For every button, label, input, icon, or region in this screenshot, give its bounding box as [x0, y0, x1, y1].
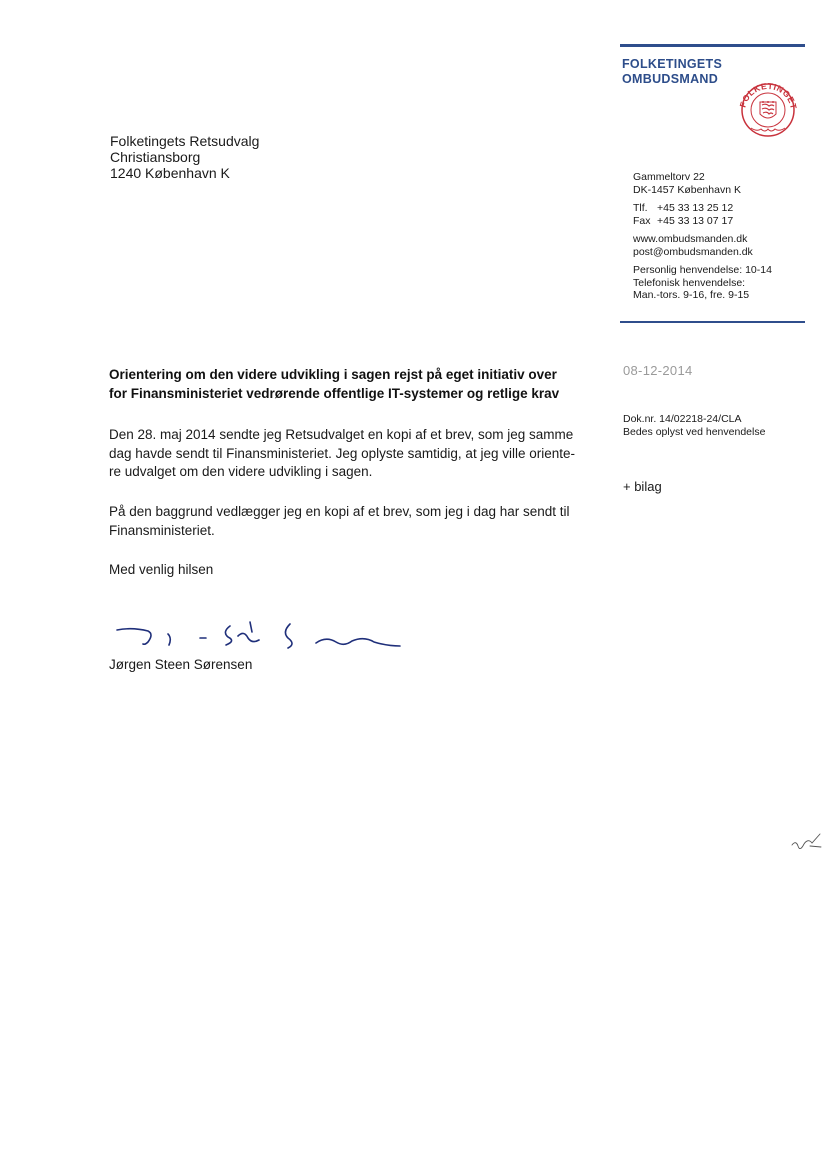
recipient-line: Christiansborg: [110, 149, 201, 165]
handwritten-initials: [790, 830, 822, 856]
header-top-rule: [620, 44, 805, 47]
phone-hours: Man.-tors. 9-16, fre. 9-15: [633, 289, 750, 301]
attachment-note: + bilag: [623, 479, 662, 494]
subject-line: Orientering om den videre udvikling i sagen rejst på eget initiativ over: [109, 367, 557, 382]
body-paragraph-1: [109, 426, 609, 482]
office-hours: Personlig henvendelse: 10-14: [633, 264, 772, 276]
paragraph-line: På den baggrund vedlægger jeg en kopi af et brev, som jeg i dag har sendt til: [109, 504, 570, 519]
header-bottom-rule: [620, 321, 805, 323]
letter-date: 08-12-2014: [623, 363, 693, 378]
email: post@ombudsmanden.dk: [633, 245, 753, 258]
letter-subject: [109, 366, 609, 403]
phone-number: +45 33 13 25 12: [657, 202, 734, 214]
phone-hours-label: Telefonisk henvendelse:: [633, 276, 746, 289]
paragraph-line: Den 28. maj 2014 sendte jeg Retsudvalget en kopi af et brev, som jeg samme: [109, 427, 574, 442]
recipient-address: [110, 133, 259, 181]
seal-text: FOLKETINGET: [737, 80, 799, 111]
document-number-note: Bedes oplyst ved henvendelse: [623, 425, 766, 438]
parliament-seal-icon: [733, 78, 803, 138]
signer-name: Jørgen Steen Sørensen: [109, 657, 253, 672]
paragraph-line: Finansministeriet.: [109, 522, 215, 538]
recipient-line: 1240 København K: [110, 165, 230, 181]
contact-address: Gammeltorv 22: [633, 171, 705, 183]
document-reference: [623, 413, 765, 438]
organization-name: [622, 57, 722, 87]
paragraph-line: dag havde sendt til Finansministeriet. Jeg oplyste samtidig, at jeg ville oriente-: [109, 445, 575, 461]
paragraph-line: re udvalget om den videre udvikling i sagen.: [109, 464, 373, 479]
handwritten-signature: [112, 618, 412, 658]
document-number: Dok.nr. 14/02218-24/CLA: [623, 413, 742, 425]
fax-number: +45 33 13 07 17: [657, 214, 734, 227]
closing-text: Med venlig hilsen: [109, 562, 214, 577]
contact-postcode: DK-1457 København K: [633, 183, 741, 196]
fax-row: [633, 215, 772, 228]
svg-text:FOLKETINGET: [738, 81, 799, 111]
closing-salutation: [109, 561, 609, 580]
recipient-line: Folketingets Retsudvalg: [110, 133, 260, 149]
phone-label: Tlf.: [633, 202, 648, 214]
subject-line: for Finansministeriet vedrørende offentlige IT-systemer og retlige krav: [109, 385, 560, 401]
org-name-line2: OMBUDSMAND: [622, 72, 719, 86]
contact-info: [633, 171, 772, 308]
org-name-line1: FOLKETINGETS: [622, 57, 723, 71]
fax-label: Fax: [633, 214, 651, 227]
website: www.ombudsmanden.dk: [633, 233, 748, 245]
body-paragraph-2: [109, 503, 609, 540]
phone-row: [633, 202, 772, 215]
